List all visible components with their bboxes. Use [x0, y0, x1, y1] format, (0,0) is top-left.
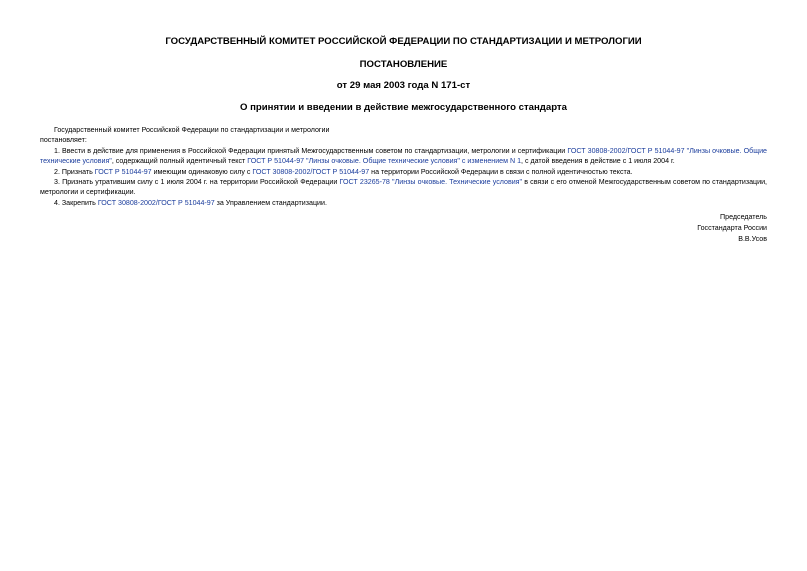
item-3-text-a: 3. Признать утратившим силу с 1 июля 2004 г. на территории Российской Федерации [54, 178, 340, 187]
link-gost-r-51044-97-amendment[interactable]: ГОСТ Р 51044-97 "Линзы очковые. Общие технические условия" с изменением N 1 [247, 157, 522, 166]
item-4-text-a: 4. Закрепить [54, 198, 98, 207]
item-4-text-b: за Управлением стандартизации. [214, 198, 327, 207]
signature-block [40, 212, 767, 245]
subject-heading: О принятии и введении в действие межгосударственного стандарта [240, 102, 567, 113]
document-type-heading: ПОСТАНОВЛЕНИЕ [359, 59, 448, 70]
link-gost-30808-2002[interactable]: ГОСТ 30808-2002/ГОСТ Р 51044-97 "Линзы очковые. Общие технические условия" [40, 146, 767, 166]
date-heading: от 29 мая 2003 года N 171-ст [336, 80, 471, 91]
link-gost-30808-2002-item4[interactable]: ГОСТ 30808-2002/ГОСТ Р 51044-97 [97, 198, 215, 207]
item-2-text-a: 2. Признать [54, 167, 95, 176]
committee-heading: ГОСУДАРСТВЕННЫЙ КОМИТЕТ РОССИЙСКОЙ ФЕДЕРАЦИИ ПО СТАНДАРТИЗАЦИИ И МЕТРОЛОГИИ [165, 36, 642, 47]
item-1-text-a: 1. Ввести в действие для применения в Российской Федерации принятый Межгосударственным советом по стандартизации, метрологии и сертификации [54, 146, 568, 155]
item-1-text-c: , с датой введения в действие с 1 июля 2004 г. [521, 157, 675, 166]
intro-line: Государственный комитет Российской Федерации по стандартизации и метрологии [54, 126, 330, 134]
item-3 [40, 177, 767, 198]
signatory-role: Председатель [720, 213, 767, 222]
document-body [40, 125, 767, 208]
item-2-text-b: имеющим одинаковую силу с [151, 167, 253, 176]
item-2-text-c: на территории Российской Федерации в связи с полной идентичностью текста. [369, 167, 633, 176]
link-gost-30808-2002-item2[interactable]: ГОСТ 30808-2002/ГОСТ Р 51044-97 [252, 167, 370, 176]
link-gost-r-51044-97[interactable]: ГОСТ Р 51044-97 [94, 167, 152, 176]
resolves-line: постановляет: [40, 136, 87, 145]
signatory-organization: Госстандарта России [697, 224, 767, 233]
item-3-text-b: в связи с его отменой Межгосударственным советом по стандартизации, метрологии и сертификации. [40, 178, 767, 197]
item-1 [40, 146, 767, 167]
item-2 [40, 167, 767, 177]
item-1-text-b: , содержащий полный идентичный текст [111, 157, 248, 166]
item-4 [40, 198, 767, 208]
link-gost-23265-78[interactable]: ГОСТ 23265-78 "Линзы очковые. Технические условия" [339, 178, 523, 187]
signatory-name: В.В.Усов [738, 235, 767, 244]
